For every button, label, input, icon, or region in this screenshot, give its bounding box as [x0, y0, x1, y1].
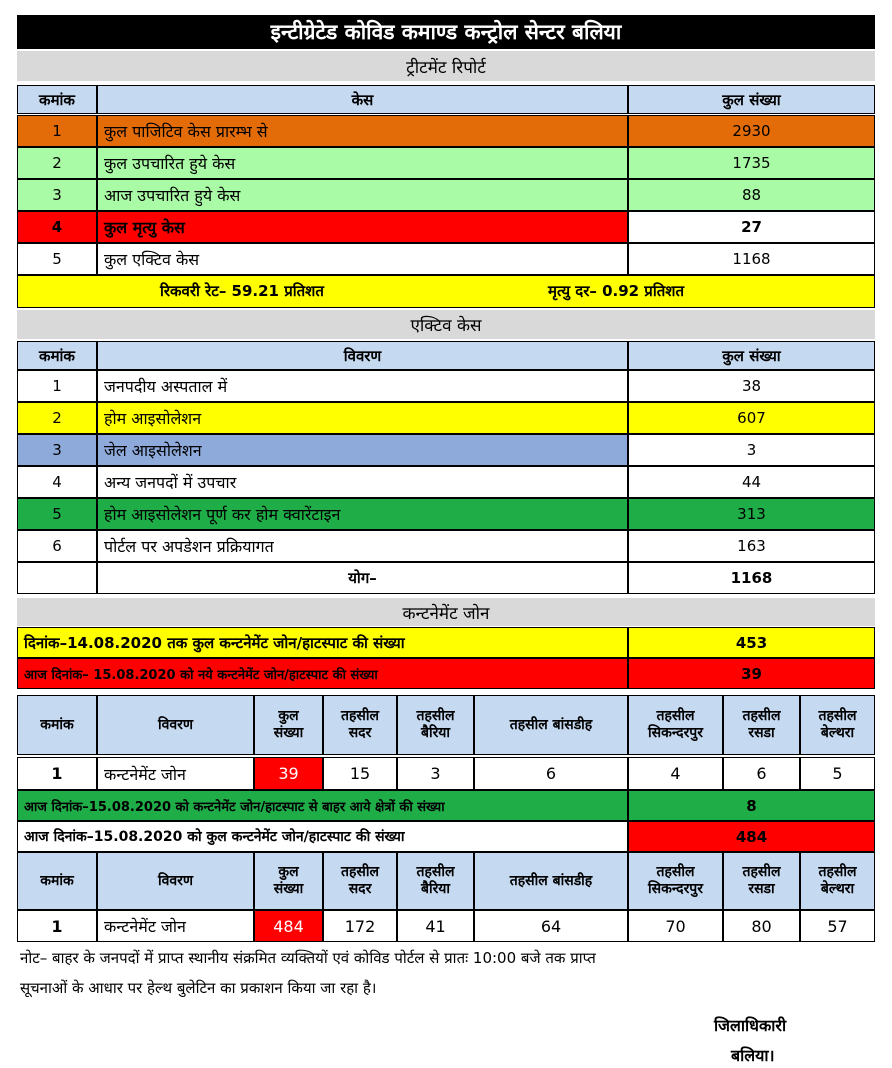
treatment-row-5-no: 5 — [17, 243, 97, 275]
zone2-header-total: कुल संख्या — [254, 852, 323, 910]
active-total-value: 1168 — [628, 562, 875, 594]
active-row-1-label: जनपदीय अस्पताल में — [97, 370, 628, 402]
zone2-header-sikandarpur: तहसील सिकन्दरपुर — [628, 852, 723, 910]
treatment-row-2-value: 1735 — [628, 147, 875, 179]
containment-line4-value: 484 — [628, 821, 875, 852]
treatment-row-2-label: कुल उपचारित हुये केस — [97, 147, 628, 179]
treatment-row-5-label: कुल एक्टिव केस — [97, 243, 628, 275]
death-rate: मृत्यु दर– 0.92 प्रतिशत — [548, 282, 685, 300]
zone2-row-rasra: 80 — [723, 910, 800, 942]
zone1-header-sadar: तहसील सदर — [323, 695, 397, 755]
zone2-row-bansdih: 64 — [474, 910, 628, 942]
active-row-4-no: 4 — [17, 466, 97, 498]
zone1-row-sadar: 15 — [323, 757, 397, 790]
zone2-header-belthara: तहसील बेल्थरा — [800, 852, 875, 910]
treatment-row-1-value: 2930 — [628, 115, 875, 147]
zone2-header-sadar: तहसील सदर — [323, 852, 397, 910]
active-header-desc: विवरण — [97, 341, 628, 370]
active-header-total: कुल संख्या — [628, 341, 875, 370]
active-row-6-no: 6 — [17, 530, 97, 562]
treatment-row-4-label: कुल मृत्यु केस — [97, 211, 628, 243]
treatment-row-1-no: 1 — [17, 115, 97, 147]
active-row-5-label: होम आइसोलेशन पूर्ण कर होम क्वारेंटाइन — [97, 498, 628, 530]
signature-designation: जिलाधिकारी — [714, 1016, 787, 1035]
active-row-1-value: 38 — [628, 370, 875, 402]
containment-line1-value: 453 — [628, 627, 875, 658]
zone2-header-bairiya: तहसील बैरिया — [397, 852, 474, 910]
active-row-3-no: 3 — [17, 434, 97, 466]
treatment-row-4-no: 4 — [17, 211, 97, 243]
zone2-row-sikandarpur: 70 — [628, 910, 723, 942]
report-title: इन्टीग्रेटेड कोविड कमाण्ड कन्ट्रोल सेन्टर बलिया — [17, 15, 875, 49]
zone1-header-belthara: तहसील बेल्थरा — [800, 695, 875, 755]
active-row-6-value: 163 — [628, 530, 875, 562]
zone2-row-no: 1 — [17, 910, 97, 942]
containment-line1-label: दिनांक–14.08.2020 तक कुल कन्टनेमेंट जोन/हाटस्पाट की संख्या — [17, 627, 628, 658]
zone2-row-sadar: 172 — [323, 910, 397, 942]
active-row-2-no: 2 — [17, 402, 97, 434]
zone2-header-desc: विवरण — [97, 852, 254, 910]
zone1-row-no: 1 — [17, 757, 97, 790]
treatment-header-no: कमांक — [17, 85, 97, 114]
zone1-row-rasra: 6 — [723, 757, 800, 790]
signature-place: बलिया। — [731, 1046, 775, 1065]
zone1-row-total: 39 — [254, 757, 323, 790]
zone1-header-total: कुल संख्या — [254, 695, 323, 755]
zone2-row-belthara: 57 — [800, 910, 875, 942]
zone2-header-rasra: तहसील रसडा — [723, 852, 800, 910]
containment-line3-value: 8 — [628, 790, 875, 821]
active-row-3-label: जेल आइसोलेशन — [97, 434, 628, 466]
zone2-row-desc: कन्टनेमेंट जोन — [97, 910, 254, 942]
zone1-header-bansdih: तहसील बांसडीह — [474, 695, 628, 755]
zone1-header-sikandarpur: तहसील सिकन्दरपुर — [628, 695, 723, 755]
active-total-label: योग– — [97, 562, 628, 594]
zone1-row-bairiya: 3 — [397, 757, 474, 790]
treatment-row-1-label: कुल पाजिटिव केस प्रारम्भ से — [97, 115, 628, 147]
active-total-blank — [17, 562, 97, 594]
zone1-header-no: कमांक — [17, 695, 97, 755]
treatment-header-total: कुल संख्या — [628, 85, 875, 114]
zone1-row-desc: कन्टनेमेंट जोन — [97, 757, 254, 790]
zone1-header-rasra: तहसील रसडा — [723, 695, 800, 755]
zone2-row-total: 484 — [254, 910, 323, 942]
zone1-header-desc: विवरण — [97, 695, 254, 755]
treatment-row-4-value: 27 — [628, 211, 875, 243]
treatment-row-3-value: 88 — [628, 179, 875, 211]
rates-bar — [17, 275, 875, 308]
active-row-6-label: पोर्टल पर अपडेशन प्रक्रियागत — [97, 530, 628, 562]
active-row-4-value: 44 — [628, 466, 875, 498]
active-row-5-value: 313 — [628, 498, 875, 530]
zone2-row-bairiya: 41 — [397, 910, 474, 942]
active-heading: एक्टिव केस — [17, 310, 875, 339]
containment-heading: कन्टनेमेंट जोन — [17, 598, 875, 626]
active-row-5-no: 5 — [17, 498, 97, 530]
zone1-row-belthara: 5 — [800, 757, 875, 790]
active-row-2-label: होम आइसोलेशन — [97, 402, 628, 434]
containment-line2-value: 39 — [628, 658, 875, 689]
zone1-row-bansdih: 6 — [474, 757, 628, 790]
recovery-rate: रिकवरी रेट– 59.21 प्रतिशत — [160, 282, 324, 300]
zone2-header-bansdih: तहसील बांसडीह — [474, 852, 628, 910]
zone1-row-sikandarpur: 4 — [628, 757, 723, 790]
treatment-row-3-no: 3 — [17, 179, 97, 211]
treatment-row-2-no: 2 — [17, 147, 97, 179]
zone2-header-no: कमांक — [17, 852, 97, 910]
active-row-1-no: 1 — [17, 370, 97, 402]
containment-line4-label: आज दिनांक–15.08.2020 को कुल कन्टनेमेंट जोन/हाटस्पाट की संख्या — [17, 821, 628, 852]
treatment-heading: ट्रीटमेंट रिपोर्ट — [17, 51, 875, 81]
treatment-header-case: केस — [97, 85, 628, 114]
active-row-4-label: अन्य जनपदों में उपचार — [97, 466, 628, 498]
containment-line3-label: आज दिनांक–15.08.2020 को कन्टनेमेंट जोन/हाटस्पाट से बाहर आये क्षेत्रों की संख्या — [17, 790, 628, 821]
active-header-no: कमांक — [17, 341, 97, 370]
active-row-2-value: 607 — [628, 402, 875, 434]
treatment-row-5-value: 1168 — [628, 243, 875, 275]
active-row-3-value: 3 — [628, 434, 875, 466]
containment-line2-label: आज दिनांक– 15.08.2020 को नये कन्टनेमेंट जोन/हाटस्पाट की संख्या — [17, 658, 628, 689]
note-line-1: नोट– बाहर के जनपदों में प्राप्त स्थानीय संक्रमित व्यक्तियों एवं कोविड पोर्टल से प्रातः 10:00 बजे तक प्राप्त — [20, 949, 596, 967]
zone1-header-bairiya: तहसील बैरिया — [397, 695, 474, 755]
note-line-2: सूचनाओं के आधार पर हेल्थ बुलेटिन का प्रकाशन किया जा रहा है। — [20, 979, 377, 997]
treatment-row-3-label: आज उपचारित हुये केस — [97, 179, 628, 211]
